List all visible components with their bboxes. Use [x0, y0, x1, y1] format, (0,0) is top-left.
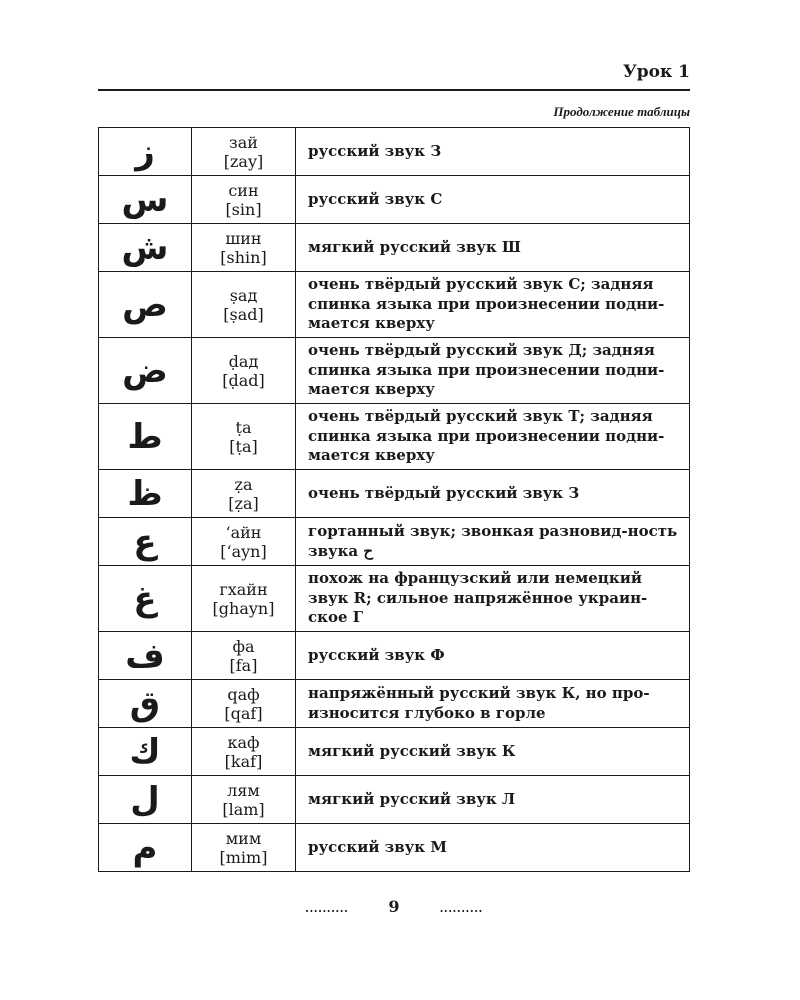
arabic-letter: ل: [99, 776, 192, 824]
sound-description: мягкий русский звук Л: [296, 776, 690, 824]
page-number: 9: [388, 897, 400, 916]
letter-name-cell: [192, 404, 296, 470]
letter-transliteration: [lam]: [222, 799, 265, 819]
letter-transliteration: [ẓa]: [228, 493, 259, 513]
header-rule: [98, 89, 690, 91]
arabic-letter: ز: [99, 128, 192, 176]
letter-transliteration: [kaf]: [224, 751, 263, 771]
lesson-title: Урок 1: [622, 62, 690, 82]
arabic-letter: ش: [99, 224, 192, 272]
sound-description: похож на французский или немецкий звук R; сильное напряжённое украин-ское Г: [296, 566, 690, 632]
letter-name-cell: [192, 776, 296, 824]
arabic-letter: س: [99, 176, 192, 224]
letter-transliteration: [ṣad]: [223, 304, 264, 324]
letter-name-cell: [192, 470, 296, 518]
letter-name-cell: [192, 566, 296, 632]
letter-name: зай: [229, 132, 258, 152]
sound-description: очень твёрдый русский звук З: [296, 470, 690, 518]
arabic-letter: ص: [99, 272, 192, 338]
sound-description: русский звук Ф: [296, 632, 690, 680]
letter-name-cell: [192, 680, 296, 728]
arabic-letter: ف: [99, 632, 192, 680]
footer-left-dots: ..........: [305, 902, 349, 915]
page-footer: [98, 897, 690, 916]
letter-name: ʻайн: [225, 522, 262, 542]
letter-name: фа: [232, 636, 255, 656]
arabic-letter: ع: [99, 518, 192, 566]
letter-transliteration: [fa]: [229, 655, 258, 675]
letter-name: ṣад: [229, 285, 258, 305]
letter-name: каф: [227, 732, 260, 752]
letter-transliteration: [ghayn]: [212, 598, 275, 618]
table-row: [99, 566, 690, 632]
sound-description: русский звук З: [296, 128, 690, 176]
table-row: [99, 404, 690, 470]
letter-name-cell: [192, 224, 296, 272]
letter-transliteration: [shin]: [220, 247, 267, 267]
footer-right-dots: ..........: [439, 902, 483, 915]
arabic-letter: ط: [99, 404, 192, 470]
letter-name-cell: [192, 824, 296, 872]
table-row: [99, 680, 690, 728]
sound-description: русский звук М: [296, 824, 690, 872]
letter-name: ẓа: [234, 474, 253, 494]
table-row: [99, 776, 690, 824]
table-row: [99, 176, 690, 224]
letter-transliteration: [ṭa]: [229, 436, 258, 456]
letter-name-cell: [192, 128, 296, 176]
table-row: [99, 470, 690, 518]
sound-description: напряжённый русский звук К, но про-износится глубоко в горле: [296, 680, 690, 728]
sound-description: очень твёрдый русский звук С; задняя спинка языка при произнесении подни-мается кверху: [296, 272, 690, 338]
table-row: [99, 338, 690, 404]
table-row: [99, 224, 690, 272]
sound-description: очень твёрдый русский звук Д; задняя спинка языка при произнесении подни-мается кверху: [296, 338, 690, 404]
arabic-letter: غ: [99, 566, 192, 632]
sound-description: гортанный звук; звонкая разновид-ность звука ح: [296, 518, 690, 566]
letter-transliteration: [mim]: [219, 847, 268, 867]
letter-name-cell: [192, 272, 296, 338]
letter-name: лям: [227, 780, 260, 800]
letter-name: шин: [225, 228, 262, 248]
letter-name-cell: [192, 176, 296, 224]
sound-description: очень твёрдый русский звук Т; задняя спинка языка при произнесении подни-мается кверху: [296, 404, 690, 470]
letter-transliteration: [sin]: [225, 199, 262, 219]
letter-name: ṭа: [235, 417, 252, 437]
table-row: [99, 272, 690, 338]
arabic-letter: ق: [99, 680, 192, 728]
table-row: [99, 824, 690, 872]
table-row: [99, 128, 690, 176]
letter-transliteration: [qaf]: [224, 703, 263, 723]
arabic-letter: ك: [99, 728, 192, 776]
letter-name-cell: [192, 338, 296, 404]
arabic-letter: ظ: [99, 470, 192, 518]
letter-transliteration: [zay]: [223, 151, 264, 171]
sound-description: мягкий русский звук Ш: [296, 224, 690, 272]
letter-name-cell: [192, 632, 296, 680]
letter-name-cell: [192, 518, 296, 566]
letter-name: qаф: [227, 684, 260, 704]
letter-name: ḍад: [228, 351, 259, 371]
letter-name: син: [228, 180, 259, 200]
letter-transliteration: [ʻayn]: [220, 541, 267, 561]
sound-description: мягкий русский звук К: [296, 728, 690, 776]
letter-name: мим: [225, 828, 262, 848]
arabic-letter: م: [99, 824, 192, 872]
letter-transliteration: [ḍad]: [222, 370, 265, 390]
sound-description: русский звук С: [296, 176, 690, 224]
continuation-note: Продолжение таблицы: [553, 104, 690, 119]
table-row: [99, 518, 690, 566]
letter-name-cell: [192, 728, 296, 776]
letter-name: гхайн: [219, 579, 268, 599]
table-row: [99, 632, 690, 680]
arabic-letter: ض: [99, 338, 192, 404]
table-row: [99, 728, 690, 776]
arabic-letters-table: [98, 127, 690, 872]
